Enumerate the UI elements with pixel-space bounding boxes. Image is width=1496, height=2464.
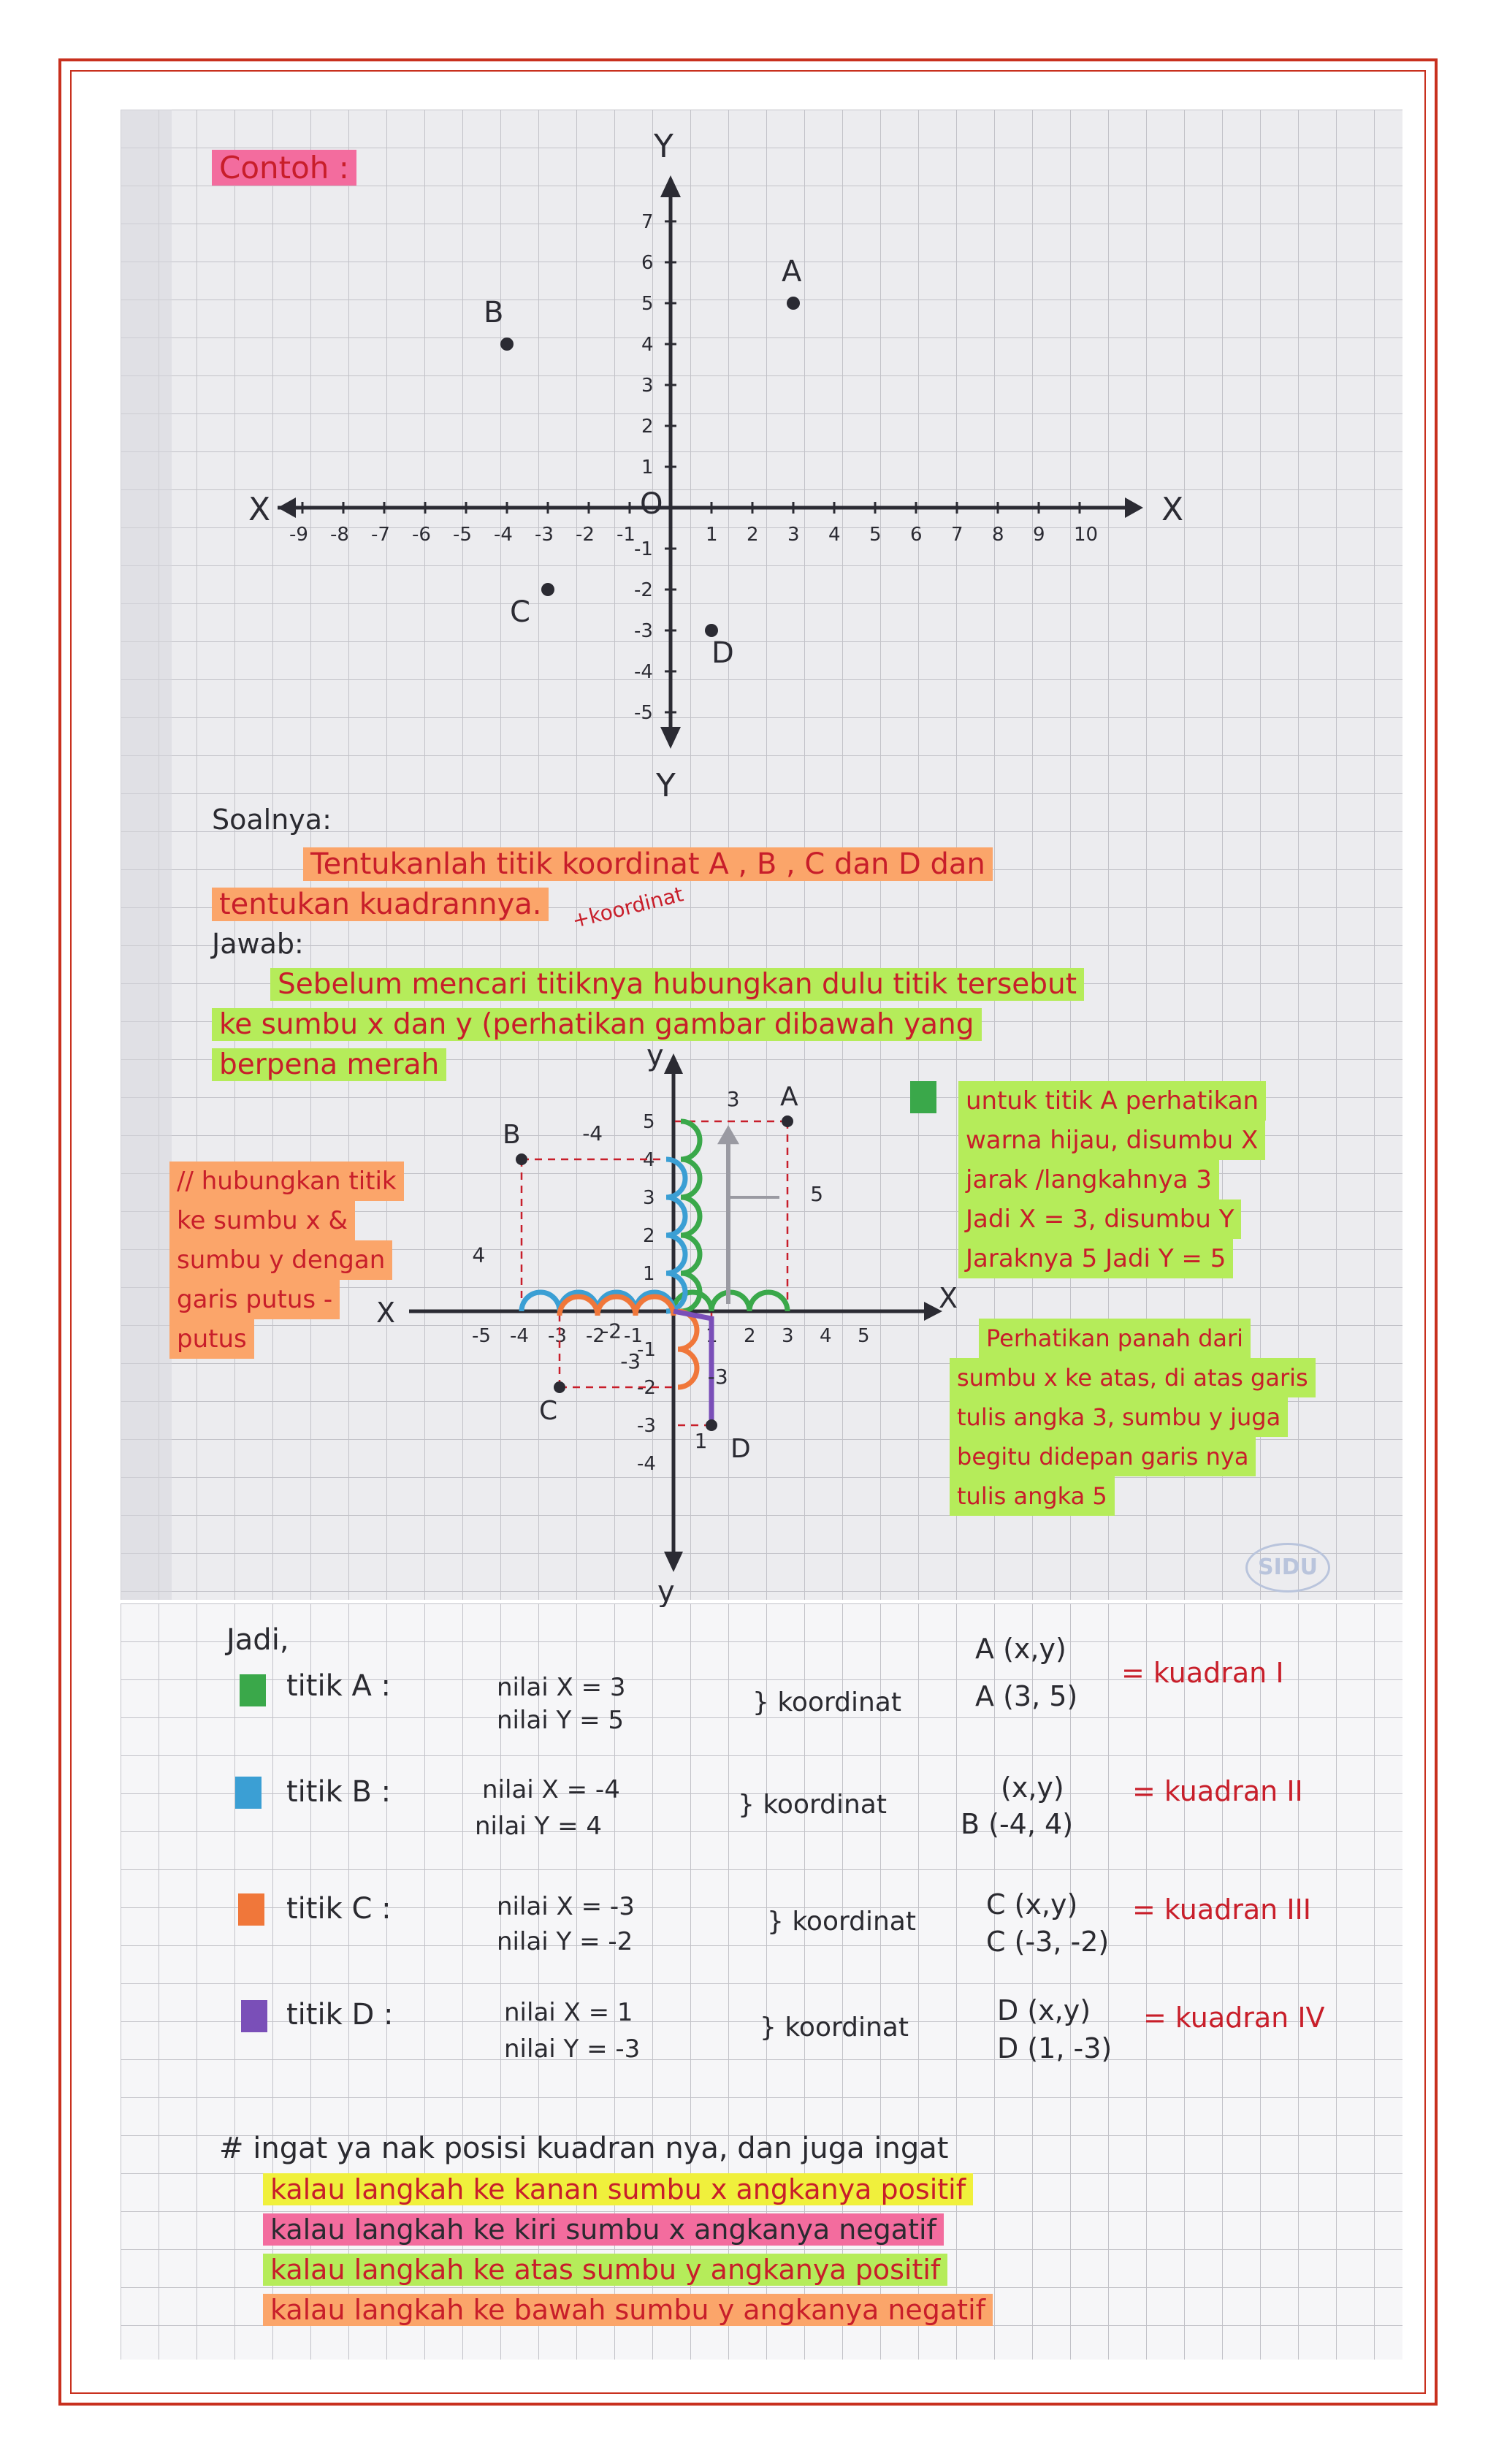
row-a-ny: nilai Y = 5 xyxy=(497,1706,625,1735)
y-axis-label-bottom: Y xyxy=(656,767,676,804)
y-axis-arrow-bottom xyxy=(660,727,681,749)
reminder-line-1 xyxy=(263,2173,973,2205)
row-d-koordinat: } koordinat xyxy=(760,2013,909,2042)
x-tick-label: -7 xyxy=(371,524,390,546)
x-tick-label: -4 xyxy=(510,1325,529,1347)
y-tick-label: 7 xyxy=(641,211,654,233)
orange-steps-y xyxy=(678,1311,697,1387)
right-note-1-line-1: untuk titik A perhatikan xyxy=(958,1081,1266,1121)
left-note-line-1: // hubungkan titik xyxy=(169,1162,404,1201)
x-axis-label-left: X xyxy=(376,1297,396,1329)
x-tick-label: 1 xyxy=(706,524,718,546)
answer-line-1-text: Sebelum mencari titiknya hubungkan dulu titik tersebut xyxy=(270,968,1084,1001)
question-line-2-text: tentukan kuadrannya. xyxy=(212,888,549,921)
row-d-ny: nilai Y = -3 xyxy=(504,2034,641,2064)
y-tick-label: 6 xyxy=(641,252,654,274)
y-tick-label: -3 xyxy=(637,1415,656,1437)
row-b-c2: B (-4, 4) xyxy=(961,1808,1074,1840)
x-tick-label: -2 xyxy=(576,524,595,546)
distance-label: 1 xyxy=(694,1429,708,1454)
distance-label: -4 xyxy=(582,1121,603,1145)
point-c xyxy=(554,1381,565,1393)
right-note-2-line-1: Perhatikan panah dari xyxy=(979,1319,1251,1358)
y-tick-label: 3 xyxy=(643,1187,655,1209)
point-b xyxy=(516,1153,527,1165)
right-note-2-line-3: tulis angka 3, sumbu y juga xyxy=(950,1397,1288,1437)
y-tick-label: -1 xyxy=(634,538,653,560)
y-axis-label-top: y xyxy=(646,1039,664,1072)
point-label-c: C xyxy=(510,595,530,629)
x-tick-label: 4 xyxy=(820,1325,832,1347)
y-axis-label-top: Y xyxy=(654,128,673,165)
right-note-2-line-4: begitu didepan garis nya xyxy=(950,1437,1256,1476)
x-axis-arrow-left xyxy=(278,497,296,518)
grey-arrow-head xyxy=(717,1125,739,1144)
row-a-koordinat: } koordinat xyxy=(752,1687,901,1717)
point-c xyxy=(541,583,554,596)
x-tick-label: -3 xyxy=(548,1325,567,1347)
row-a-c2: A (3, 5) xyxy=(975,1680,1078,1712)
question-label: Soalnya: xyxy=(212,804,332,836)
x-tick-label: 4 xyxy=(828,524,841,546)
x-tick-label: -5 xyxy=(453,524,472,546)
row-c-koordinat: } koordinat xyxy=(767,1907,916,1937)
y-tick-label: 4 xyxy=(641,334,654,356)
row-d-quadrant: = kuadran IV xyxy=(1143,2002,1325,2034)
reminder-line-2-text: kalau langkah ke kiri sumbu x angkanya negatif xyxy=(263,2213,944,2246)
green-legend-square xyxy=(910,1081,936,1113)
x-tick-label: -5 xyxy=(472,1325,491,1347)
y-tick-label: 2 xyxy=(641,416,654,438)
row-c-ny: nilai Y = -2 xyxy=(497,1927,633,1956)
x-tick-label: 10 xyxy=(1074,524,1099,546)
x-tick-label: 6 xyxy=(910,524,923,546)
x-tick-label: 7 xyxy=(951,524,963,546)
x-axis-label-right: X xyxy=(939,1282,958,1314)
y-tick-label: -2 xyxy=(634,579,653,601)
answer-line-2-text: ke sumbu x dan y (perhatikan gambar dibawah yang xyxy=(212,1008,982,1041)
question-line-2 xyxy=(212,888,549,921)
right-note-block-2 xyxy=(950,1319,1316,1516)
right-note-2-line-2: sumbu x ke atas, di atas garis xyxy=(950,1358,1316,1397)
y-axis-arrow-top xyxy=(660,175,681,197)
x-tick-label: 8 xyxy=(992,524,1004,546)
y-tick-label: 3 xyxy=(641,375,654,397)
row-d-c2: D (1, -3) xyxy=(997,2032,1113,2064)
reminder-line-4 xyxy=(263,2294,993,2326)
y-tick-label: -5 xyxy=(634,702,653,724)
reminder-line-1-text: kalau langkah ke kanan sumbu x angkanya positif xyxy=(263,2173,973,2205)
y-axis-arrow-bottom xyxy=(664,1552,683,1572)
orange-square-icon xyxy=(238,1893,264,1926)
point-label-d: D xyxy=(730,1434,751,1464)
left-note-line-5: putus xyxy=(169,1319,254,1359)
point-d xyxy=(706,1419,717,1431)
right-note-2-line-5: tulis angka 5 xyxy=(950,1476,1115,1516)
row-b-ny: nilai Y = 4 xyxy=(475,1812,603,1841)
point-d xyxy=(705,624,718,637)
x-tick-label: -2 xyxy=(586,1325,605,1347)
left-note-line-3: sumbu y dengan xyxy=(169,1240,392,1280)
right-note-1-line-5: Jaraknya 5 Jadi Y = 5 xyxy=(958,1239,1233,1278)
x-tick-label: -1 xyxy=(617,524,636,546)
row-c-quadrant: = kuadran III xyxy=(1132,1893,1311,1926)
left-note-line-2: ke sumbu x & xyxy=(169,1201,355,1240)
distance-label: 5 xyxy=(810,1182,824,1207)
x-axis-arrow-right xyxy=(1125,497,1143,518)
coordinate-graph-2 xyxy=(0,1023,986,1607)
y-tick-label: -4 xyxy=(637,1453,656,1475)
origin-label: O xyxy=(640,487,663,521)
right-note-1-line-2: warna hijau, disumbu X xyxy=(958,1121,1265,1160)
distance-label: 4 xyxy=(472,1243,486,1267)
x-tick-label: -8 xyxy=(330,524,349,546)
row-b-c1: (x,y) xyxy=(1001,1771,1064,1804)
y-tick-label: -1 xyxy=(637,1339,656,1361)
y-tick-label: 5 xyxy=(641,293,654,315)
row-a-name: titik A : xyxy=(286,1669,392,1703)
reminder-line-2 xyxy=(263,2213,944,2246)
blue-square-icon xyxy=(235,1777,262,1809)
point-a xyxy=(782,1115,793,1127)
x-axis-label-left: X xyxy=(248,491,271,528)
distance-label: 3 xyxy=(726,1087,740,1112)
x-tick-label: -9 xyxy=(289,524,308,546)
x-axis-label-right: X xyxy=(1161,491,1184,528)
reminder-head: # ingat ya nak posisi kuadran nya, dan juga ingat xyxy=(219,2132,949,2165)
answer-line-1 xyxy=(270,968,1084,1001)
summary-intro: Jadi, xyxy=(226,1623,289,1657)
point-a xyxy=(787,297,800,310)
reminder-line-4-text: kalau langkah ke bawah sumbu y angkanya negatif xyxy=(263,2294,993,2326)
question-line-1 xyxy=(303,847,993,881)
row-d-nx: nilai X = 1 xyxy=(504,1998,633,2027)
row-c-c2: C (-3, -2) xyxy=(986,1926,1110,1958)
y-axis-arrow-top xyxy=(664,1053,683,1074)
row-b-quadrant: = kuadran II xyxy=(1132,1775,1303,1807)
purple-square-icon xyxy=(241,2000,267,2032)
left-note-line-4: garis putus - xyxy=(169,1280,340,1319)
y-tick-label: -2 xyxy=(637,1377,656,1399)
reminder-line-3 xyxy=(263,2254,947,2286)
distance-label: -3 xyxy=(620,1349,641,1373)
row-c-name: titik C : xyxy=(286,1892,392,1926)
row-b-koordinat: } koordinat xyxy=(738,1790,887,1820)
y-tick-label: 4 xyxy=(643,1149,655,1171)
x-tick-label: 5 xyxy=(858,1325,870,1347)
y-tick-label: 2 xyxy=(643,1225,655,1247)
row-d-c1: D (x,y) xyxy=(997,1994,1091,2026)
point-label-a: A xyxy=(780,1082,798,1112)
row-b-nx: nilai X = -4 xyxy=(482,1775,620,1804)
row-a-c1: A (x,y) xyxy=(975,1633,1066,1665)
x-tick-label: 3 xyxy=(782,1325,794,1347)
x-tick-label: 2 xyxy=(744,1325,756,1347)
x-tick-label: 3 xyxy=(787,524,800,546)
row-b-name: titik B : xyxy=(286,1775,392,1809)
question-line-1-text: Tentukanlah titik koordinat A , B , C dan D dan xyxy=(303,847,993,881)
y-tick-label: 1 xyxy=(641,457,654,478)
point-label-a: A xyxy=(782,255,802,289)
point-label-b: B xyxy=(484,296,504,329)
point-label-c: C xyxy=(539,1396,558,1426)
y-tick-label: -3 xyxy=(634,620,653,642)
y-tick-label: 1 xyxy=(643,1263,655,1285)
x-tick-label: -6 xyxy=(412,524,431,546)
row-d-name: titik D : xyxy=(286,1998,394,2032)
x-tick-label: 1 xyxy=(706,1325,718,1347)
sidu-stamp: SIDU xyxy=(1245,1543,1330,1593)
point-label-d: D xyxy=(711,636,734,670)
row-a-quadrant: = kuadran I xyxy=(1121,1657,1284,1689)
row-c-c1: C (x,y) xyxy=(986,1888,1078,1921)
answer-insert: +koordinat xyxy=(570,882,686,934)
y-tick-label: 5 xyxy=(643,1111,655,1133)
x-tick-label: -4 xyxy=(494,524,513,546)
row-a-nx: nilai X = 3 xyxy=(497,1673,626,1702)
row-c-nx: nilai X = -3 xyxy=(497,1892,635,1921)
y-axis-label-bottom: y xyxy=(657,1575,675,1607)
right-note-block-1 xyxy=(958,1081,1266,1278)
reminder-line-3-text: kalau langkah ke atas sumbu y angkanya positif xyxy=(263,2254,947,2286)
coordinate-graph-1 xyxy=(0,0,1496,833)
distance-label: -3 xyxy=(707,1364,728,1389)
distance-label: -2 xyxy=(601,1319,622,1343)
right-note-1-line-3: jarak /langkahnya 3 xyxy=(958,1160,1219,1199)
answer-line-3-text: berpena merah xyxy=(212,1048,446,1081)
y-tick-label: -4 xyxy=(634,661,653,683)
example-label-text: Contoh : xyxy=(212,150,356,186)
x-tick-label: -1 xyxy=(624,1325,643,1347)
x-tick-label: -3 xyxy=(535,524,554,546)
right-note-1-line-4: Jadi X = 3, disumbu Y xyxy=(958,1199,1241,1239)
point-label-b: B xyxy=(503,1120,521,1150)
x-tick-label: 5 xyxy=(869,524,882,546)
point-b xyxy=(500,337,514,351)
x-tick-label: 2 xyxy=(747,524,759,546)
answer-label: Jawab: xyxy=(212,928,304,960)
green-square-icon xyxy=(240,1674,266,1706)
x-tick-label: 9 xyxy=(1033,524,1045,546)
